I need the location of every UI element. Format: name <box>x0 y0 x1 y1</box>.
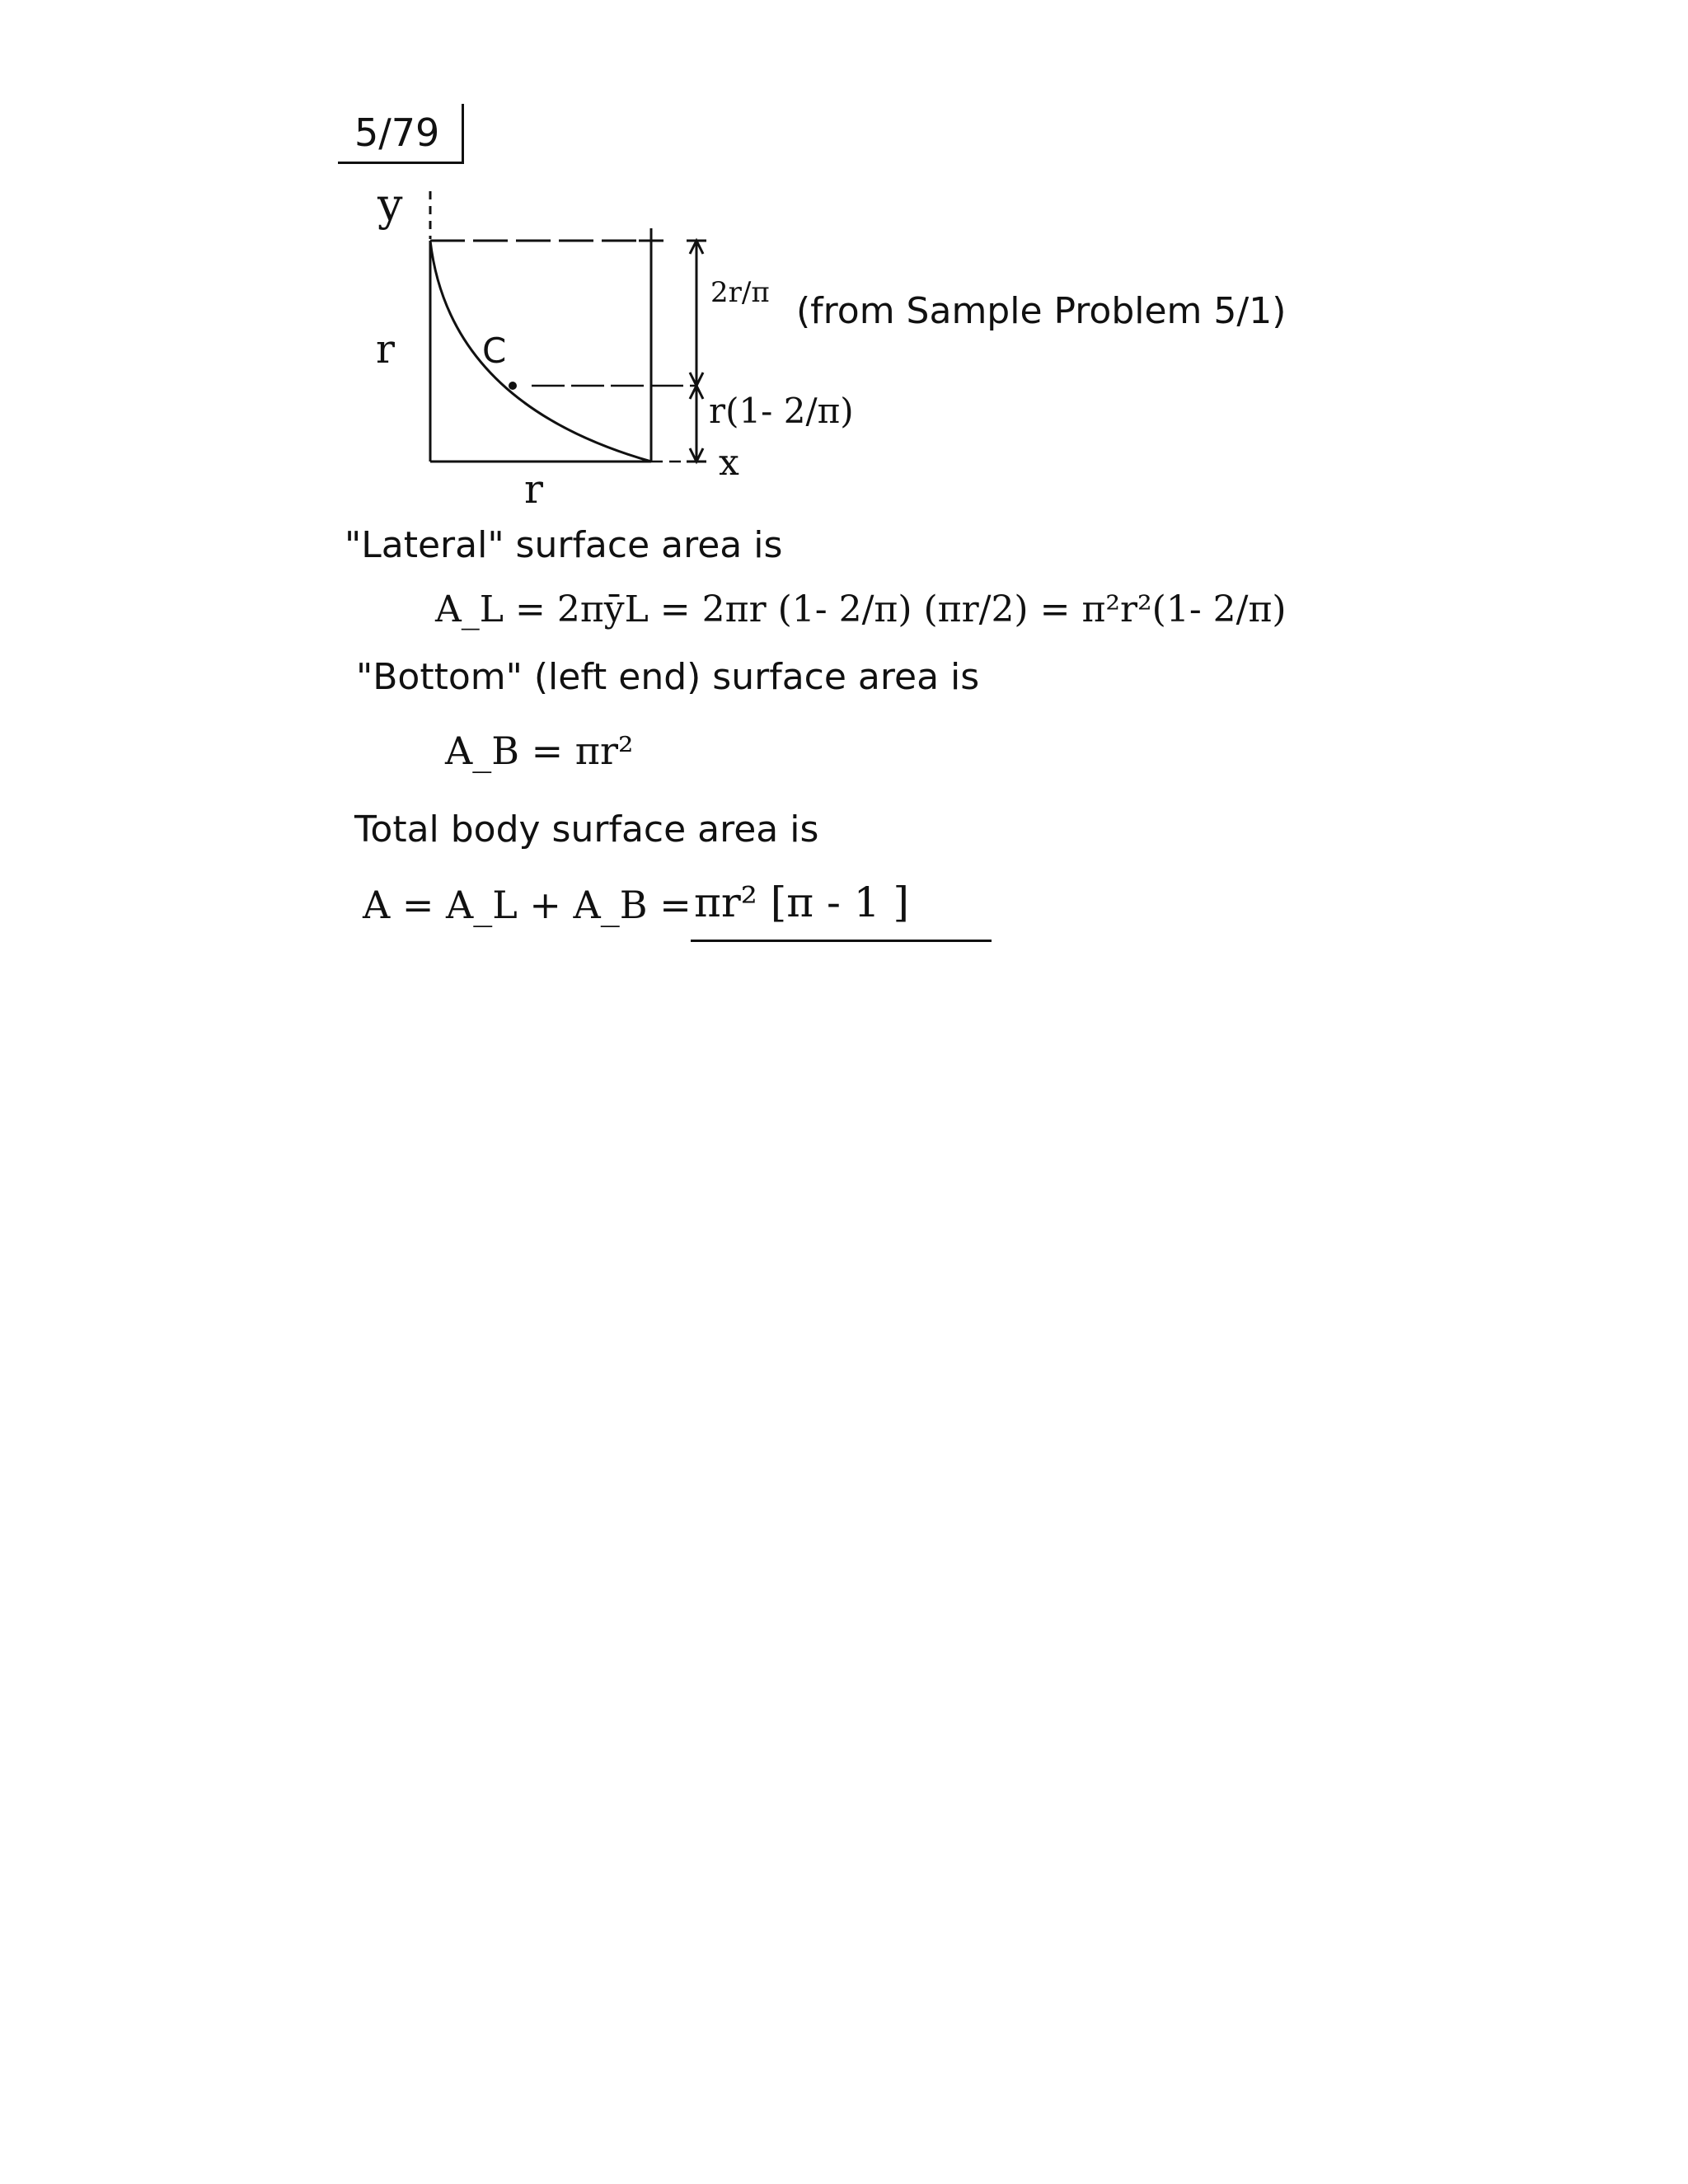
width-label: r <box>524 466 543 513</box>
upper-dimension-label: 2r/π <box>710 276 770 309</box>
reference-note: (from Sample Problem 5/1) <box>796 290 1287 332</box>
lateral-area-intro: "Lateral" surface area is <box>345 524 783 566</box>
height-label: r <box>376 326 395 373</box>
total-area-intro: Total body surface area is <box>354 808 819 851</box>
lateral-area-equation: A_L = 2πȳL = 2πr (1- 2/π) (πr/2) = π²r²(1- 2/π) <box>435 588 1287 630</box>
lower-dimension-label: r(1- 2/π) <box>709 391 854 431</box>
bottom-area-equation: A_B = πr² <box>445 729 634 773</box>
total-area-equation-lhs: A = A_L + A_B = <box>363 883 692 927</box>
centroid-point <box>509 382 517 390</box>
x-axis-label: x <box>719 442 739 484</box>
y-axis-label: y <box>377 179 403 231</box>
curved-boundary <box>430 241 651 462</box>
total-area-result: πr² [π - 1 ] <box>694 879 909 926</box>
answer-underline <box>691 940 992 942</box>
bottom-area-intro: "Bottom" (left end) surface area is <box>356 656 980 698</box>
centroid-label: C <box>482 330 507 371</box>
problem-number: 5/79 <box>354 110 440 155</box>
